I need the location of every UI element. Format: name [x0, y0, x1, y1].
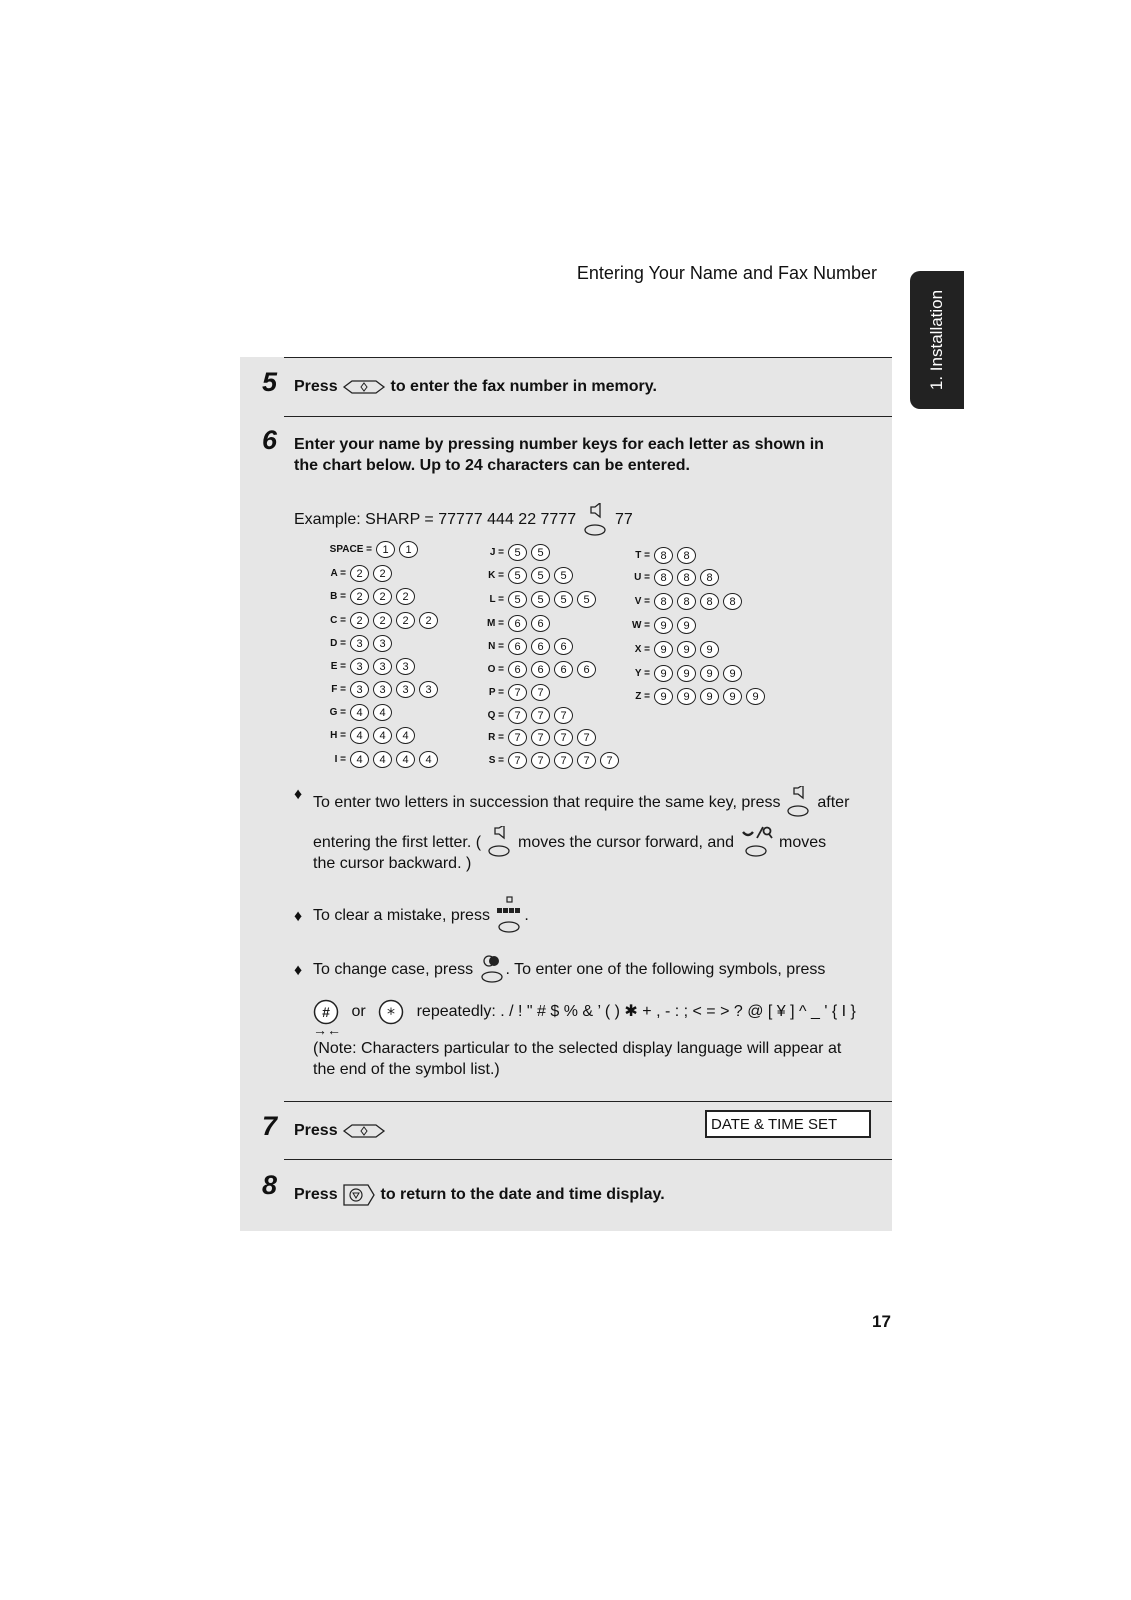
chart-row [296, 635, 396, 652]
example-suffix: 77 [615, 511, 633, 529]
chart-row-label: S = [488, 755, 504, 766]
step-8-description: to return to the date and time display. [380, 1186, 665, 1204]
bullet-1-text-a: To enter two letters in succession that require the same key, press [313, 794, 781, 812]
number-key: 2 [396, 588, 415, 605]
number-key: 9 [700, 665, 719, 682]
chart-row-label: N = [488, 641, 504, 652]
chart-row-label: E = [330, 661, 346, 672]
chart-row-label: C = [330, 615, 346, 626]
chart-row [468, 684, 554, 701]
number-key: 4 [350, 727, 369, 744]
svg-text:*: * [387, 1004, 396, 1023]
number-key: 2 [419, 612, 438, 629]
chart-row [468, 707, 577, 724]
number-key: 7 [531, 729, 550, 746]
chart-row-label: A = [330, 568, 346, 579]
number-key: 3 [373, 681, 392, 698]
number-key: 8 [654, 569, 673, 586]
symbol-list: repeatedly: . / ! " # $ % & ’ ( ) ✱ + , - : ; < = > ? @ [ ¥ ] ^ _ ' { I } [416, 1003, 856, 1021]
note-line2: the end of the symbol list.) [313, 1061, 500, 1078]
number-key: 7 [577, 752, 596, 769]
step-7-number: 7 [262, 1111, 278, 1141]
section-tab [910, 271, 964, 409]
number-key: 6 [554, 638, 573, 655]
case-key-icon [478, 954, 506, 986]
chart-row [468, 615, 554, 632]
speaker-key-icon [785, 786, 813, 820]
number-key: 2 [396, 612, 415, 629]
step-7-text [294, 1122, 386, 1140]
chart-row [296, 704, 396, 721]
chart-row-label: J = [489, 547, 504, 558]
bullet-2-text: To clear a mistake, press [313, 907, 490, 925]
number-key: 7 [508, 707, 527, 724]
star-key-icon [378, 999, 404, 1025]
step-6-number: 6 [262, 425, 278, 455]
number-key: 5 [531, 544, 550, 561]
chart-row [296, 658, 419, 675]
chart-row-label: K = [488, 570, 504, 581]
speaker-key-icon [581, 503, 611, 537]
number-key: 3 [350, 658, 369, 675]
chart-row-label: U = [634, 572, 650, 583]
number-key: 8 [677, 593, 696, 610]
number-key: 7 [531, 707, 550, 724]
chart-row-label: B = [330, 591, 346, 602]
number-key: 6 [508, 638, 527, 655]
press-label: Press [294, 1186, 338, 1204]
bullet-2 [294, 908, 302, 926]
chart-row [614, 617, 700, 634]
number-key: 7 [554, 729, 573, 746]
number-key: 5 [508, 544, 527, 561]
chart-row-label: M = [487, 618, 504, 629]
number-key: 6 [508, 615, 527, 632]
divider [284, 1159, 892, 1160]
chart-row-label: Z = [635, 691, 650, 702]
bullet-3-line1 [313, 954, 825, 986]
chart-row-label: X = [634, 644, 650, 655]
number-key: 7 [600, 752, 619, 769]
bullet-3-line2 [313, 999, 856, 1025]
number-key: 7 [531, 684, 550, 701]
number-key: 8 [700, 569, 719, 586]
speaker-key-icon [486, 826, 514, 860]
bullet-1 [294, 786, 302, 804]
enter-key-icon [342, 1122, 386, 1140]
number-key: 8 [677, 569, 696, 586]
chart-row [614, 569, 723, 586]
number-key: 7 [508, 729, 527, 746]
bullet-diamond-icon: ♦ [294, 908, 303, 925]
chart-row-label: O = [487, 664, 504, 675]
chart-row [296, 727, 419, 744]
number-key: 6 [577, 661, 596, 678]
divider [284, 357, 892, 358]
redial-search-key-icon [739, 826, 775, 860]
chart-row-label: F = [331, 684, 346, 695]
number-key: 5 [554, 567, 573, 584]
number-key: 9 [700, 688, 719, 705]
chart-row-label: H = [330, 730, 346, 741]
number-key: 9 [677, 617, 696, 634]
bullet-3-text-a: To change case, press [313, 961, 474, 979]
number-key: 9 [723, 665, 742, 682]
number-key: 9 [746, 688, 765, 705]
chart-row [614, 547, 700, 564]
number-key: 6 [508, 661, 527, 678]
number-key: 3 [350, 681, 369, 698]
clear-key-icon [494, 896, 524, 936]
chart-row [468, 591, 600, 608]
chart-row [468, 544, 554, 561]
step-5-number: 5 [262, 367, 278, 397]
number-key: 2 [373, 565, 392, 582]
number-key: 3 [396, 658, 415, 675]
number-key: 7 [554, 707, 573, 724]
number-key: 4 [373, 751, 392, 768]
chart-row-label: G = [329, 707, 346, 718]
enter-key-icon [342, 378, 386, 396]
number-key: 5 [554, 591, 573, 608]
number-key: 8 [654, 593, 673, 610]
number-key: 5 [508, 591, 527, 608]
number-key: 9 [723, 688, 742, 705]
number-key: 6 [531, 638, 550, 655]
number-key: 8 [654, 547, 673, 564]
chart-row [614, 665, 746, 682]
stop-key-icon [342, 1182, 376, 1208]
chart-row-label: P = [488, 687, 504, 698]
chart-row [296, 565, 396, 582]
number-key: 3 [419, 681, 438, 698]
chart-row-label: Y = [634, 668, 650, 679]
bullet-diamond-icon: ♦ [294, 962, 303, 979]
number-key: 4 [373, 727, 392, 744]
number-key: 6 [554, 661, 573, 678]
number-key: 4 [396, 751, 415, 768]
number-key: 9 [654, 688, 673, 705]
number-key: 8 [723, 593, 742, 610]
chart-row-label: R = [488, 732, 504, 743]
number-key: 9 [654, 641, 673, 658]
svg-text:#: # [322, 1004, 330, 1020]
divider [284, 416, 892, 417]
number-key: 3 [373, 635, 392, 652]
step-6-line1: Enter your name by pressing number keys for each letter as shown in [294, 436, 824, 453]
bullet-1-text-c: entering the first letter. ( [313, 834, 482, 852]
chart-row-label: Q = [487, 710, 504, 721]
number-key: 3 [373, 658, 392, 675]
number-key: 9 [677, 641, 696, 658]
chart-row-label: T = [635, 550, 650, 561]
number-key: 5 [508, 567, 527, 584]
bullet-3 [294, 962, 302, 980]
bullet-1-text-b: after [817, 794, 850, 812]
press-label: Press [294, 378, 338, 396]
number-key: 4 [419, 751, 438, 768]
chart-row-label: W = [631, 620, 650, 631]
page-header-title: Entering Your Name and Fax Number [576, 263, 877, 283]
number-key: 6 [531, 661, 550, 678]
page-number: 17 [872, 1312, 891, 1331]
step-8-text [294, 1182, 665, 1208]
chart-row [614, 593, 746, 610]
step-5-text [294, 378, 657, 396]
number-key: 1 [376, 541, 395, 558]
bullet-diamond-icon: ♦ [294, 786, 303, 803]
number-key: 9 [700, 641, 719, 658]
example-line [294, 503, 633, 537]
number-key: 2 [350, 612, 369, 629]
bullet-1-line1 [313, 786, 849, 820]
chart-row [614, 641, 723, 658]
bullet-2-line [313, 896, 529, 936]
bullet-1-text-e: moves [778, 834, 827, 852]
chart-row [468, 567, 577, 584]
number-key: 5 [531, 591, 550, 608]
chart-row [296, 541, 422, 558]
number-key: 7 [531, 752, 550, 769]
number-key: 3 [350, 635, 369, 652]
bullet-1-line3: the cursor backward. ) [313, 855, 472, 872]
bullet-1-text-d: moves the cursor forward, and [517, 834, 735, 852]
or-label: or [351, 1003, 366, 1021]
number-key: 7 [577, 729, 596, 746]
section-tab-label: 1. Installation [927, 289, 946, 391]
note-line1: (Note: Characters particular to the selected display language will appear at [313, 1040, 842, 1057]
chart-row-label: I = [334, 754, 346, 765]
number-key: 5 [577, 591, 596, 608]
step-8-number: 8 [262, 1170, 278, 1200]
chart-row-label: L = [489, 594, 504, 605]
number-key: 7 [508, 684, 527, 701]
chart-row [468, 729, 600, 746]
number-key: 4 [350, 704, 369, 721]
number-key: 4 [350, 751, 369, 768]
chart-row [614, 688, 769, 705]
chart-row-label: SPACE = [329, 544, 372, 555]
chart-row-label: V = [634, 596, 650, 607]
chart-row [468, 638, 577, 655]
chart-row [296, 588, 419, 605]
number-key: 9 [677, 665, 696, 682]
lcd-display: DATE & TIME SET [705, 1110, 871, 1138]
number-key: 9 [654, 617, 673, 634]
press-label: Press [294, 1122, 338, 1140]
number-key: 2 [350, 565, 369, 582]
number-key: 3 [396, 681, 415, 698]
chart-row [296, 681, 442, 698]
number-key: 7 [554, 752, 573, 769]
chart-row-label: D = [330, 638, 346, 649]
divider [284, 1101, 892, 1102]
bullet-3-text-b: . To enter one of the following symbols, press [505, 961, 826, 979]
number-key: 2 [373, 588, 392, 605]
chart-row [296, 612, 442, 629]
chart-row [296, 751, 442, 768]
number-key: 8 [700, 593, 719, 610]
number-key: 5 [531, 567, 550, 584]
number-key: 8 [677, 547, 696, 564]
step-6-line2: the chart below. Up to 24 characters can be entered. [294, 457, 690, 474]
number-key: 2 [350, 588, 369, 605]
chart-row [468, 752, 623, 769]
bullet-2-end: . [524, 907, 529, 925]
number-key: 4 [373, 704, 392, 721]
number-key: 9 [654, 665, 673, 682]
chart-row [468, 661, 600, 678]
step-5-description: to enter the fax number in memory. [390, 378, 657, 396]
example-text: Example: SHARP = 77777 444 22 7777 [294, 511, 577, 529]
arrow-symbols: →← [313, 1022, 341, 1038]
number-key: 9 [677, 688, 696, 705]
number-key: 7 [508, 752, 527, 769]
number-key: 1 [399, 541, 418, 558]
number-key: 6 [531, 615, 550, 632]
number-key: 2 [373, 612, 392, 629]
number-key: 4 [396, 727, 415, 744]
